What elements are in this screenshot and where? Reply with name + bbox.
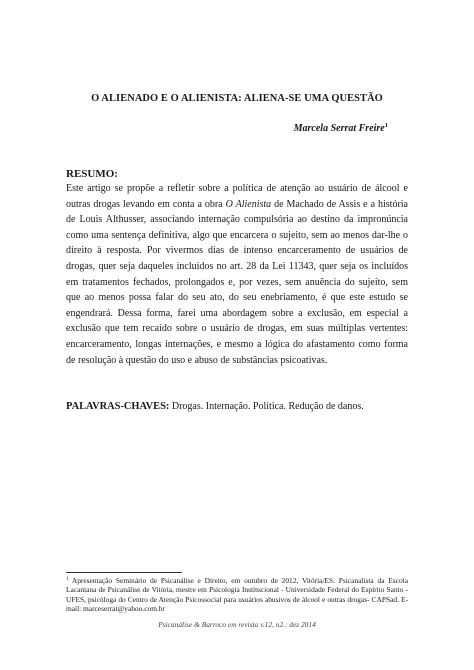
footnote-marker: 1	[66, 577, 69, 582]
abstract-body	[66, 181, 408, 368]
keywords-text: Drogas. Internação. Política. Redução de danos.	[169, 401, 364, 412]
abstract-text-start: Este artigo se propõe a refletir sobre a política de atenção ao usuário de álcool e outras drogas levando em conta a obra	[66, 183, 408, 210]
author-name: Marcela Serrat Freire	[293, 123, 385, 134]
footnote-text: Apresentação Seminário de Psicanálise e Direito, em outubro de 2012, Vitória/ES. Psicanalista da Escola Lacaniana de Psicanálise de Vitória, mestre em Psicologia Institucional - Universidade Federal do Espírito Santo - UFES, psicóloga do Centro de Atenção Psicossocial para usuários abusivos de álcool e outras drogas- CAPSad. E-mail: marceserrat@yahoo.com.br	[66, 576, 408, 613]
abstract-text-rest: de Machado de Assis e a história de Louis Althusser, associando internação compulsória ao destino da impronúncia como uma sentença definitiva, algo que encarcera o sujeito, sem ao menos dar-lhe o direito à resposta. Por vivermos dias de intenso encarceramento de usuários de drogas, quer seja daqueles incluídos no art. 28 da Lei 11343, quer seja os incluídos em tratamentos fechados, prolongados e, por vezes, sem anuência do sujeito, sem que ao menos possa falar do seu ato, do seu enebriamento, é que este estudo se engendrará. Dessa forma, farei uma abordagem sobre a exclusão, em especial a exclusão que tem recaído sobre o usuário de drogas, em suas múltiplas vertentes: encarceramento, longas internações, e mesmo a lógica do afastamento como forma de resolução à questão do uso e abuso de substâncias psicoativas.	[66, 198, 408, 366]
article-title: O ALIENADO E O ALIENISTA: ALIENA-SE UMA QUESTÃO	[91, 93, 383, 104]
keywords-label: PALAVRAS-CHAVES:	[66, 401, 170, 412]
author-line	[294, 122, 388, 134]
abstract-heading: RESUMO:	[66, 168, 118, 180]
abstract-book-title: O Alienista	[225, 198, 272, 210]
keywords-line	[66, 401, 408, 412]
footnote-divider	[66, 572, 182, 573]
running-footer: Psicanálise & Barroco em revista v.12, n2.: dez 2014	[158, 620, 316, 629]
footnote	[66, 575, 408, 613]
author-footnote-marker: 1	[384, 122, 388, 129]
